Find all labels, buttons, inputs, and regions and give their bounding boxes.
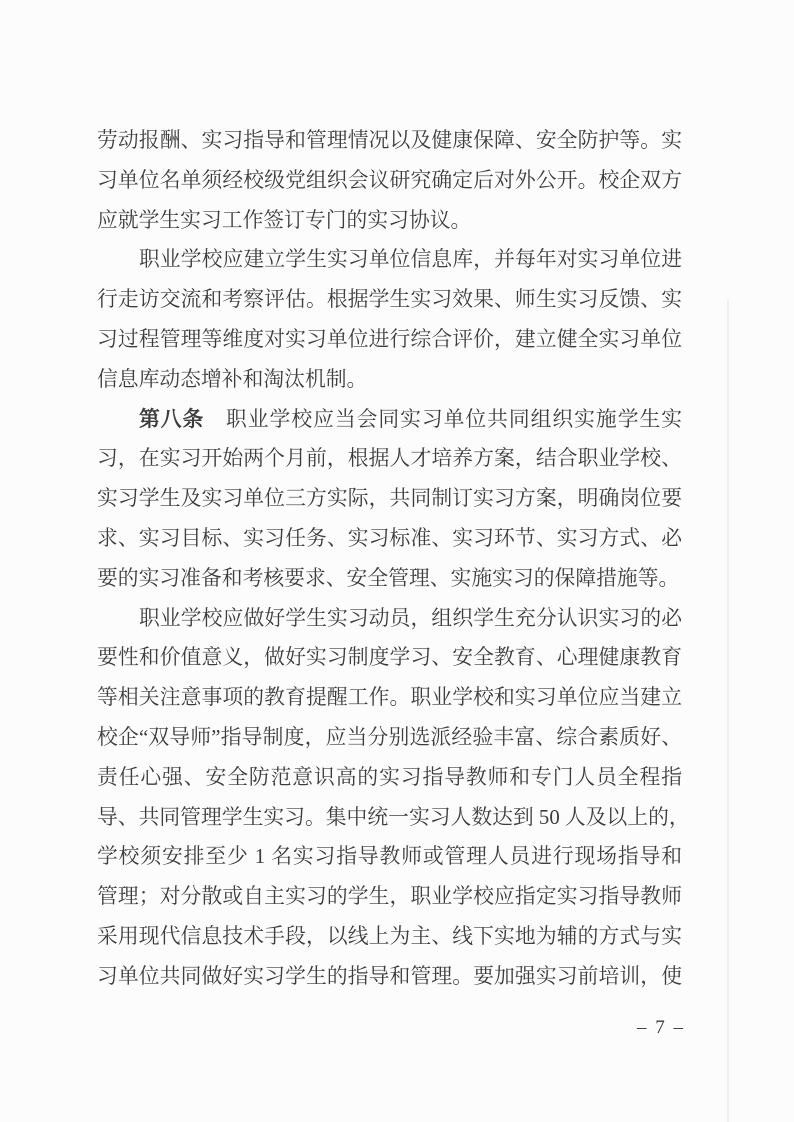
text-line — [97, 559, 682, 599]
text-line — [97, 439, 682, 479]
text-segment: 采用现代信息技术手段，以线上为主、线下实地为辅的方式与实 — [97, 924, 682, 948]
text-line — [97, 479, 682, 519]
text-line — [97, 240, 682, 280]
text-segment: 管理；对分散或自主实习的学生，职业学校应指定实习指导教师 — [97, 885, 682, 909]
text-line — [97, 917, 682, 957]
text-segment: 等相关注意事项的教育提醒工作。职业学校和实习单位应当建立 — [97, 686, 682, 710]
text-segment: 职业学校应当会同实习单位共同组织实施学生实 — [204, 407, 683, 431]
text-segment: 责任心强、安全防范意识高的实习指导教师和专门人员全程指 — [97, 765, 682, 789]
text-segment: 校企“双导师”指导制度，应当分别选派经验丰富、综合素质好、 — [97, 725, 682, 749]
text-segment: 要的实习准备和考核要求、安全管理、实施实习的保障措施等。 — [97, 566, 680, 590]
text-line — [97, 678, 682, 718]
text-line — [97, 599, 682, 639]
text-line — [97, 957, 682, 997]
text-segment: 导、共同管理学生实习。集中统一实习人数达到 50 人及以上的， — [97, 805, 690, 829]
text-line — [97, 758, 682, 798]
document-body — [97, 121, 690, 997]
text-segment: 习过程管理等维度对实习单位进行综合评价，建立健全实习单位 — [97, 327, 682, 351]
article-number-label: 第八条 — [139, 407, 205, 431]
text-segment: 应就学生实习工作签订专门的实习协议。 — [97, 208, 472, 232]
text-segment: 要性和价值意义，做好实习制度学习、安全教育、心理健康教育 — [97, 646, 682, 670]
text-segment: 职业学校应做好学生实习动员，组织学生充分认识实习的必 — [139, 606, 682, 630]
text-segment: 行走访交流和考察评估。根据学生实习效果、师生实习反馈、实 — [97, 288, 682, 312]
page-number: – 7 – — [637, 1017, 685, 1038]
text-line — [97, 638, 682, 678]
text-line — [97, 161, 682, 201]
scan-artifact-line — [727, 300, 729, 1122]
text-line — [97, 798, 690, 838]
text-segment: 求、实习目标、实习任务、实习标准、实习环节、实习方式、必 — [97, 526, 682, 550]
text-line — [97, 519, 682, 559]
text-segment: 学校须安排至少 1 名实习指导教师或管理人员进行现场指导和 — [97, 845, 682, 869]
text-segment: 习，在实习开始两个月前，根据人才培养方案，结合职业学校、 — [97, 447, 682, 471]
text-segment: 劳动报酬、实习指导和管理情况以及健康保障、安全防护等。实 — [97, 129, 682, 152]
text-line — [97, 320, 682, 360]
text-line — [97, 400, 682, 440]
text-segment: 习单位共同做好实习学生的指导和管理。要加强实习前培训，使 — [97, 964, 682, 988]
text-line — [97, 201, 682, 241]
text-line — [97, 360, 682, 400]
text-line — [97, 837, 682, 877]
text-segment: 信息库动态增补和淘汰机制。 — [97, 367, 368, 391]
text-line — [97, 280, 682, 320]
text-line — [97, 877, 682, 917]
text-line — [97, 718, 682, 758]
text-segment: 习单位名单须经校级党组织会议研究确定后对外公开。校企双方 — [97, 168, 682, 192]
text-segment: 职业学校应建立学生实习单位信息库，并每年对实习单位进 — [139, 248, 682, 272]
text-segment: 实习学生及实习单位三方实际，共同制订实习方案，明确岗位要 — [97, 487, 682, 511]
text-line — [97, 121, 682, 161]
